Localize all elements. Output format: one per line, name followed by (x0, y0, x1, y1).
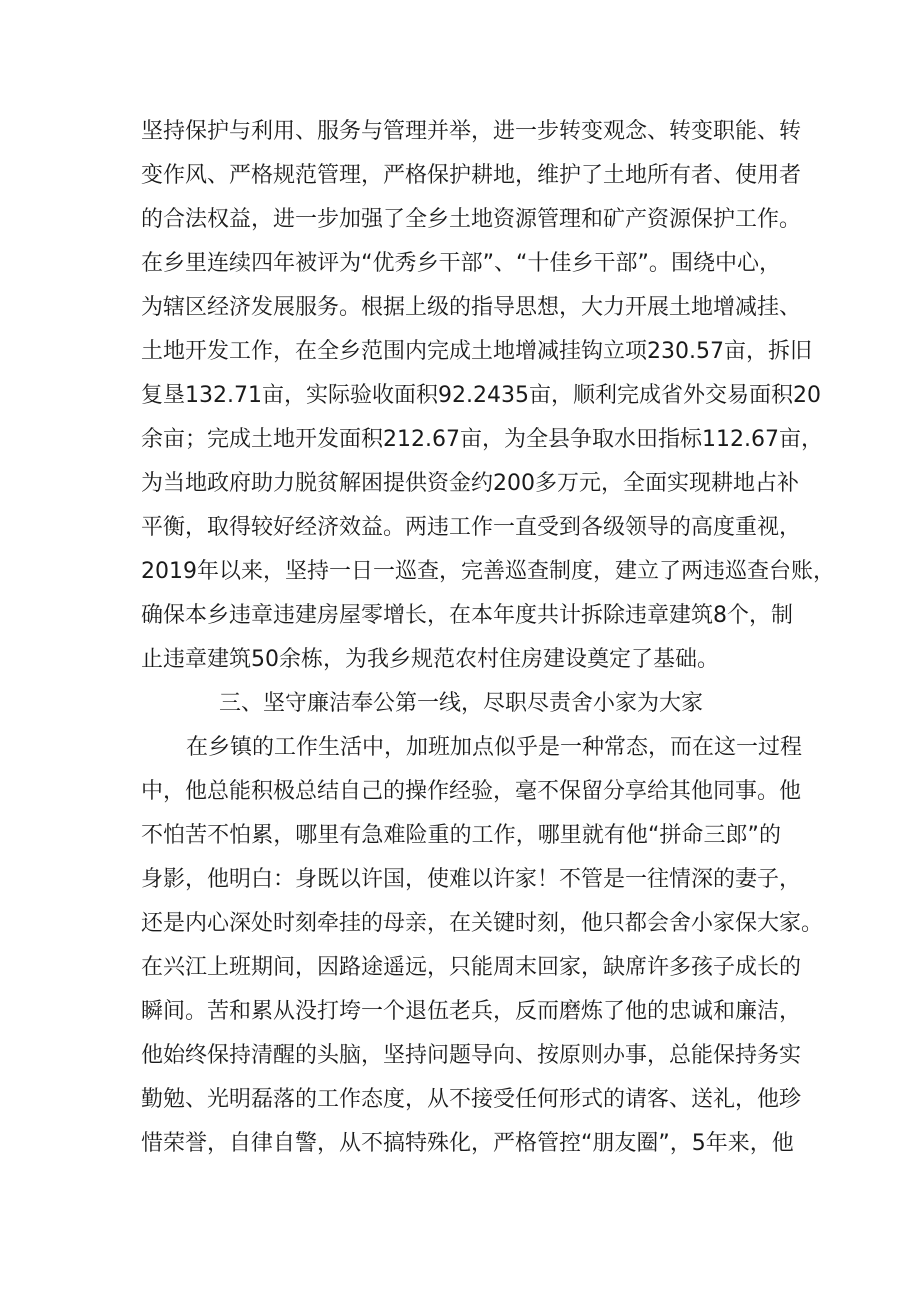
paragraph-line: 在乡镇的工作生活中，加班加点似乎是一种常态，而在这一过程 (186, 735, 803, 760)
paragraph-line: 勤勉、光明磊落的工作态度，从不接受任何形式的请客、送礼，他珍 (141, 1087, 802, 1112)
paragraph-line: 不怕苦不怕累，哪里有急难险重的工作，哪里就有他“拼命三郎”的 (141, 823, 781, 848)
paragraph-line: 瞬间。苦和累从没打垮一个退伍老兵，反而磨炼了他的忠诚和廉洁， (141, 999, 802, 1024)
paragraph-line: 还是内心深处时刻牵挂的母亲，在关键时刻，他只都会舍小家保大家。 (141, 911, 824, 936)
paragraph-line: 为辖区经济发展服务。根据上级的指导思想，大力开展土地增减挂、 (141, 295, 802, 320)
paragraph-line: 2019年以来，坚持一日一巡查，完善巡查制度，建立了两违巡查台账， (141, 559, 835, 584)
paragraph-line: 余亩；完成土地开发面积212.67亩，为全县争取水田指标112.67亩， (141, 427, 823, 452)
paragraph-line: 为当地政府助力脱贫解困提供资金约200多万元，全面实现耕地占补 (141, 471, 799, 496)
paragraph-line: 的合法权益，进一步加强了全乡土地资源管理和矿产资源保护工作。 (141, 207, 802, 232)
paragraph-line: 中，他总能积极总结自己的操作经验，毫不保留分享给其他同事。他 (141, 779, 802, 804)
paragraph-line: 土地开发工作，在全乡范围内完成土地增减挂钩立项230.57亩，拆旧 (141, 339, 812, 364)
paragraph-line: 变作风、严格规范管理，严格保护耕地，维护了土地所有者、使用者 (141, 163, 802, 188)
section-heading: 三、坚守廉洁奉公第一线，尽职尽责舍小家为大家 (219, 691, 704, 716)
paragraph-line: 复垦132.71亩，实际验收面积92.2435亩，顺利完成省外交易面积20 (141, 383, 821, 408)
paragraph-line: 身影，他明白：身既以许国，使难以许家！不管是一往情深的妻子， (141, 867, 802, 892)
paragraph-line: 确保本乡违章违建房屋零增长，在本年度共计拆除违章建筑8个，制 (141, 603, 793, 628)
paragraph-line: 在兴江上班期间，因路途遥远，只能周末回家，缺席许多孩子成长的 (141, 955, 802, 980)
paragraph-line: 惜荣誉，自律自警，从不搞特殊化，严格管控“朋友圈”，5年来，他 (141, 1131, 794, 1156)
paragraph-line: 坚持保护与利用、服务与管理并举，进一步转变观念、转变职能、转 (141, 119, 802, 144)
paragraph-line: 他始终保持清醒的头脑，坚持问题导向、按原则办事，总能保持务实 (141, 1043, 802, 1068)
paragraph-line: 在乡里连续四年被评为“优秀乡干部”、“十佳乡干部”。围绕中心， (141, 251, 781, 276)
paragraph-line: 平衡，取得较好经济效益。两违工作一直受到各级领导的高度重视， (141, 515, 802, 540)
paragraph-line: 止违章建筑50余栋，为我乡规范农村住房建设奠定了基础。 (141, 647, 719, 672)
